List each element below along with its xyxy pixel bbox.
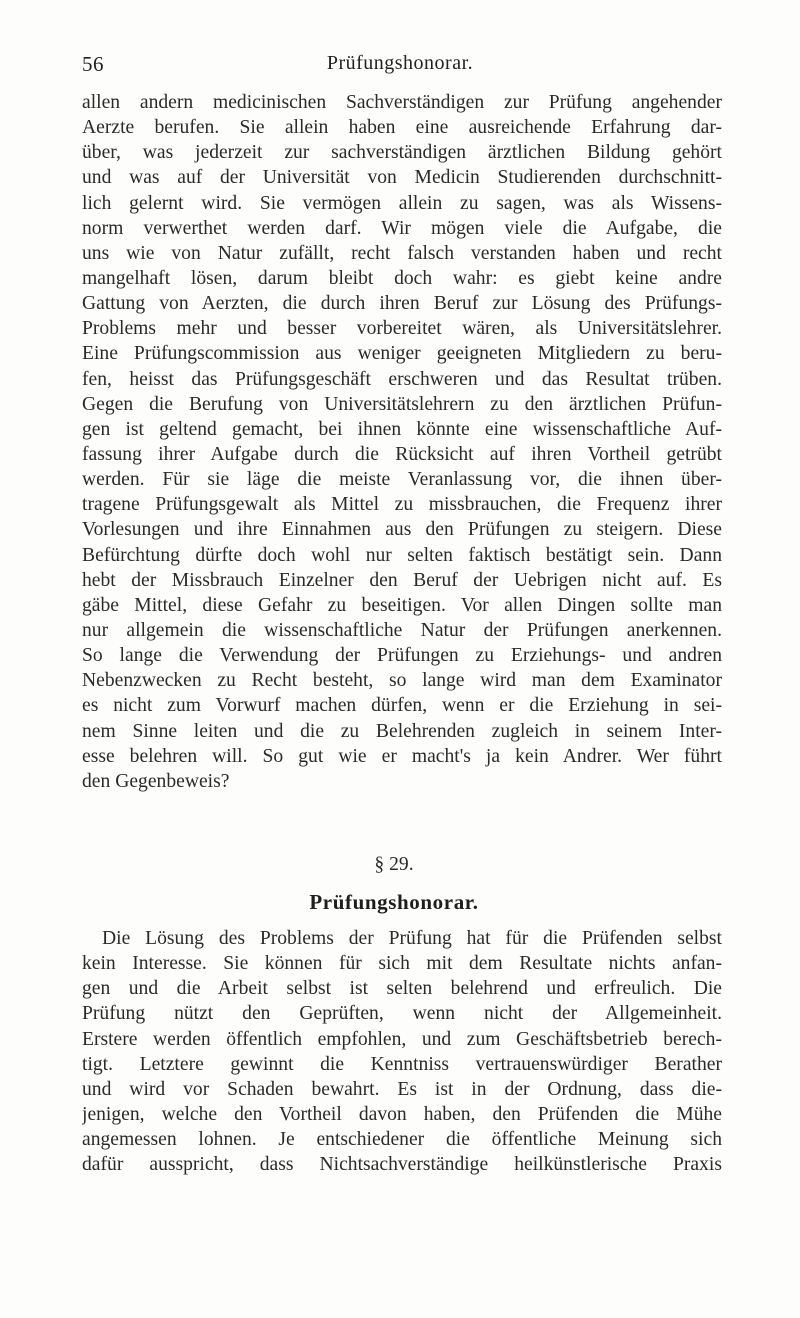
text-line: es nicht zum Vorwurf machen dürfen, wenn er die Erziehung in sei- [82, 695, 722, 717]
text-line: Eine Prüfungscommission aus weniger geeigneten Mitgliedern zu beru- [82, 343, 722, 365]
text-line: Gattung von Aerzten, die durch ihren Beruf zur Lösung des Prüfungs- [82, 293, 722, 315]
text-line: Vorlesungen und ihre Einnahmen aus den Prüfungen zu steigern. Diese [82, 519, 722, 541]
text-line: gen ist geltend gemacht, bei ihnen könnte eine wissenschaftliche Auf- [82, 418, 722, 440]
text-line: So lange die Verwendung der Prüfungen zu Erziehungs- und andren [82, 645, 722, 667]
text-line: jenigen, welche den Vortheil davon haben, den Prüfenden die Mühe [82, 1103, 722, 1125]
text-line: Aerzte berufen. Sie allein haben eine ausreichende Erfahrung dar- [82, 117, 722, 139]
section-title: Prüfungshonorar. [309, 890, 479, 914]
text-line: Prüfung nützt den Geprüften, wenn nicht der Allgemeinheit. [82, 1003, 722, 1025]
text-line: Nebenzwecken zu Recht besteht, so lange wird man dem Examinator [82, 670, 722, 692]
text-line: gäbe Mittel, diese Gefahr zu beseitigen. Vor allen Dingen sollte man [82, 594, 722, 616]
text-line: über, was jederzeit zur sachverständigen ärztlichen Bildung gehört [82, 142, 722, 164]
paragraph-body [82, 926, 722, 1177]
text-line: den Gegenbeweis? [82, 770, 230, 792]
section-number: § 29. [374, 854, 414, 875]
page-header [82, 52, 718, 82]
text-line: lich gelernt wird. Sie vermögen allein zu sagen, was als Wissens- [82, 192, 722, 214]
text-line: angemessen lohnen. Je entschiedener die öffentliche Meinung sich [82, 1129, 722, 1151]
text-line: nem Sinne leiten und die zu Belehrenden zugleich in seinem Inter- [82, 720, 722, 742]
text-line: Gegen die Berufung von Universitätslehrern zu den ärztlichen Prüfun- [82, 393, 722, 415]
text-line: hebt der Missbrauch Einzelner den Beruf der Uebrigen nicht auf. Es [82, 569, 722, 591]
paragraph-continuation [82, 90, 722, 794]
text-line: und was auf der Universität von Medicin Studierenden durchschnitt- [82, 167, 722, 189]
text-line: esse belehren will. So gut wie er macht's ja kein Andrer. Wer führt [82, 745, 722, 767]
text-line: Befürchtung dürfte doch wohl nur selten faktisch bestätigt sein. Dann [82, 544, 722, 566]
text-line: kein Interesse. Sie können für sich mit dem Resultate nichts anfan- [82, 953, 722, 975]
running-head: Prüfungshonorar. [326, 52, 474, 74]
text-line: mangelhaft lösen, darum bleibt doch wahr: es giebt keine andre [82, 267, 722, 289]
text-line: allen andern medicinischen Sachverständigen zur Prüfung angehender [82, 92, 722, 113]
text-line: fassung ihrer Aufgabe durch die Rücksicht auf ihren Vortheil getrübt [82, 443, 722, 465]
text-line: gen und die Arbeit selbst ist selten belehrend und erfreulich. Die [82, 978, 722, 1000]
text-line: fen, heisst das Prüfungsgeschäft erschweren und das Resultat trüben. [82, 368, 722, 390]
text-line: und wird vor Schaden bewahrt. Es ist in der Ordnung, dass die- [82, 1078, 722, 1100]
text-line: nur allgemein die wissenschaftliche Natur der Prüfungen anerkennen. [82, 619, 722, 641]
text-line: uns wie von Natur zufällt, recht falsch verstanden haben und recht [82, 242, 722, 264]
text-line: tragene Prüfungsgewalt als Mittel zu missbrauchen, die Frequenz ihrer [82, 494, 722, 516]
text-line: werden. Für sie läge die meiste Veranlassung vor, die ihnen über- [82, 469, 722, 491]
text-line: Die Lösung des Problems der Prüfung hat für die Prüfenden selbst [102, 928, 722, 949]
text-line: Erstere werden öffentlich empfohlen, und zum Geschäftsbetrieb berech- [82, 1028, 722, 1050]
text-line: tigt. Letztere gewinnt die Kenntniss vertrauenswürdiger Berather [82, 1053, 722, 1075]
page-number: 56 [82, 52, 104, 76]
text-line: Problems mehr und besser vorbereitet wären, als Universitätslehrer. [82, 318, 722, 340]
text-line: norm verwerthet werden darf. Wir mögen viele die Aufgabe, die [82, 217, 722, 239]
text-line: dafür ausspricht, dass Nichtsachverständige heilkünstlerische Praxis [82, 1154, 722, 1176]
